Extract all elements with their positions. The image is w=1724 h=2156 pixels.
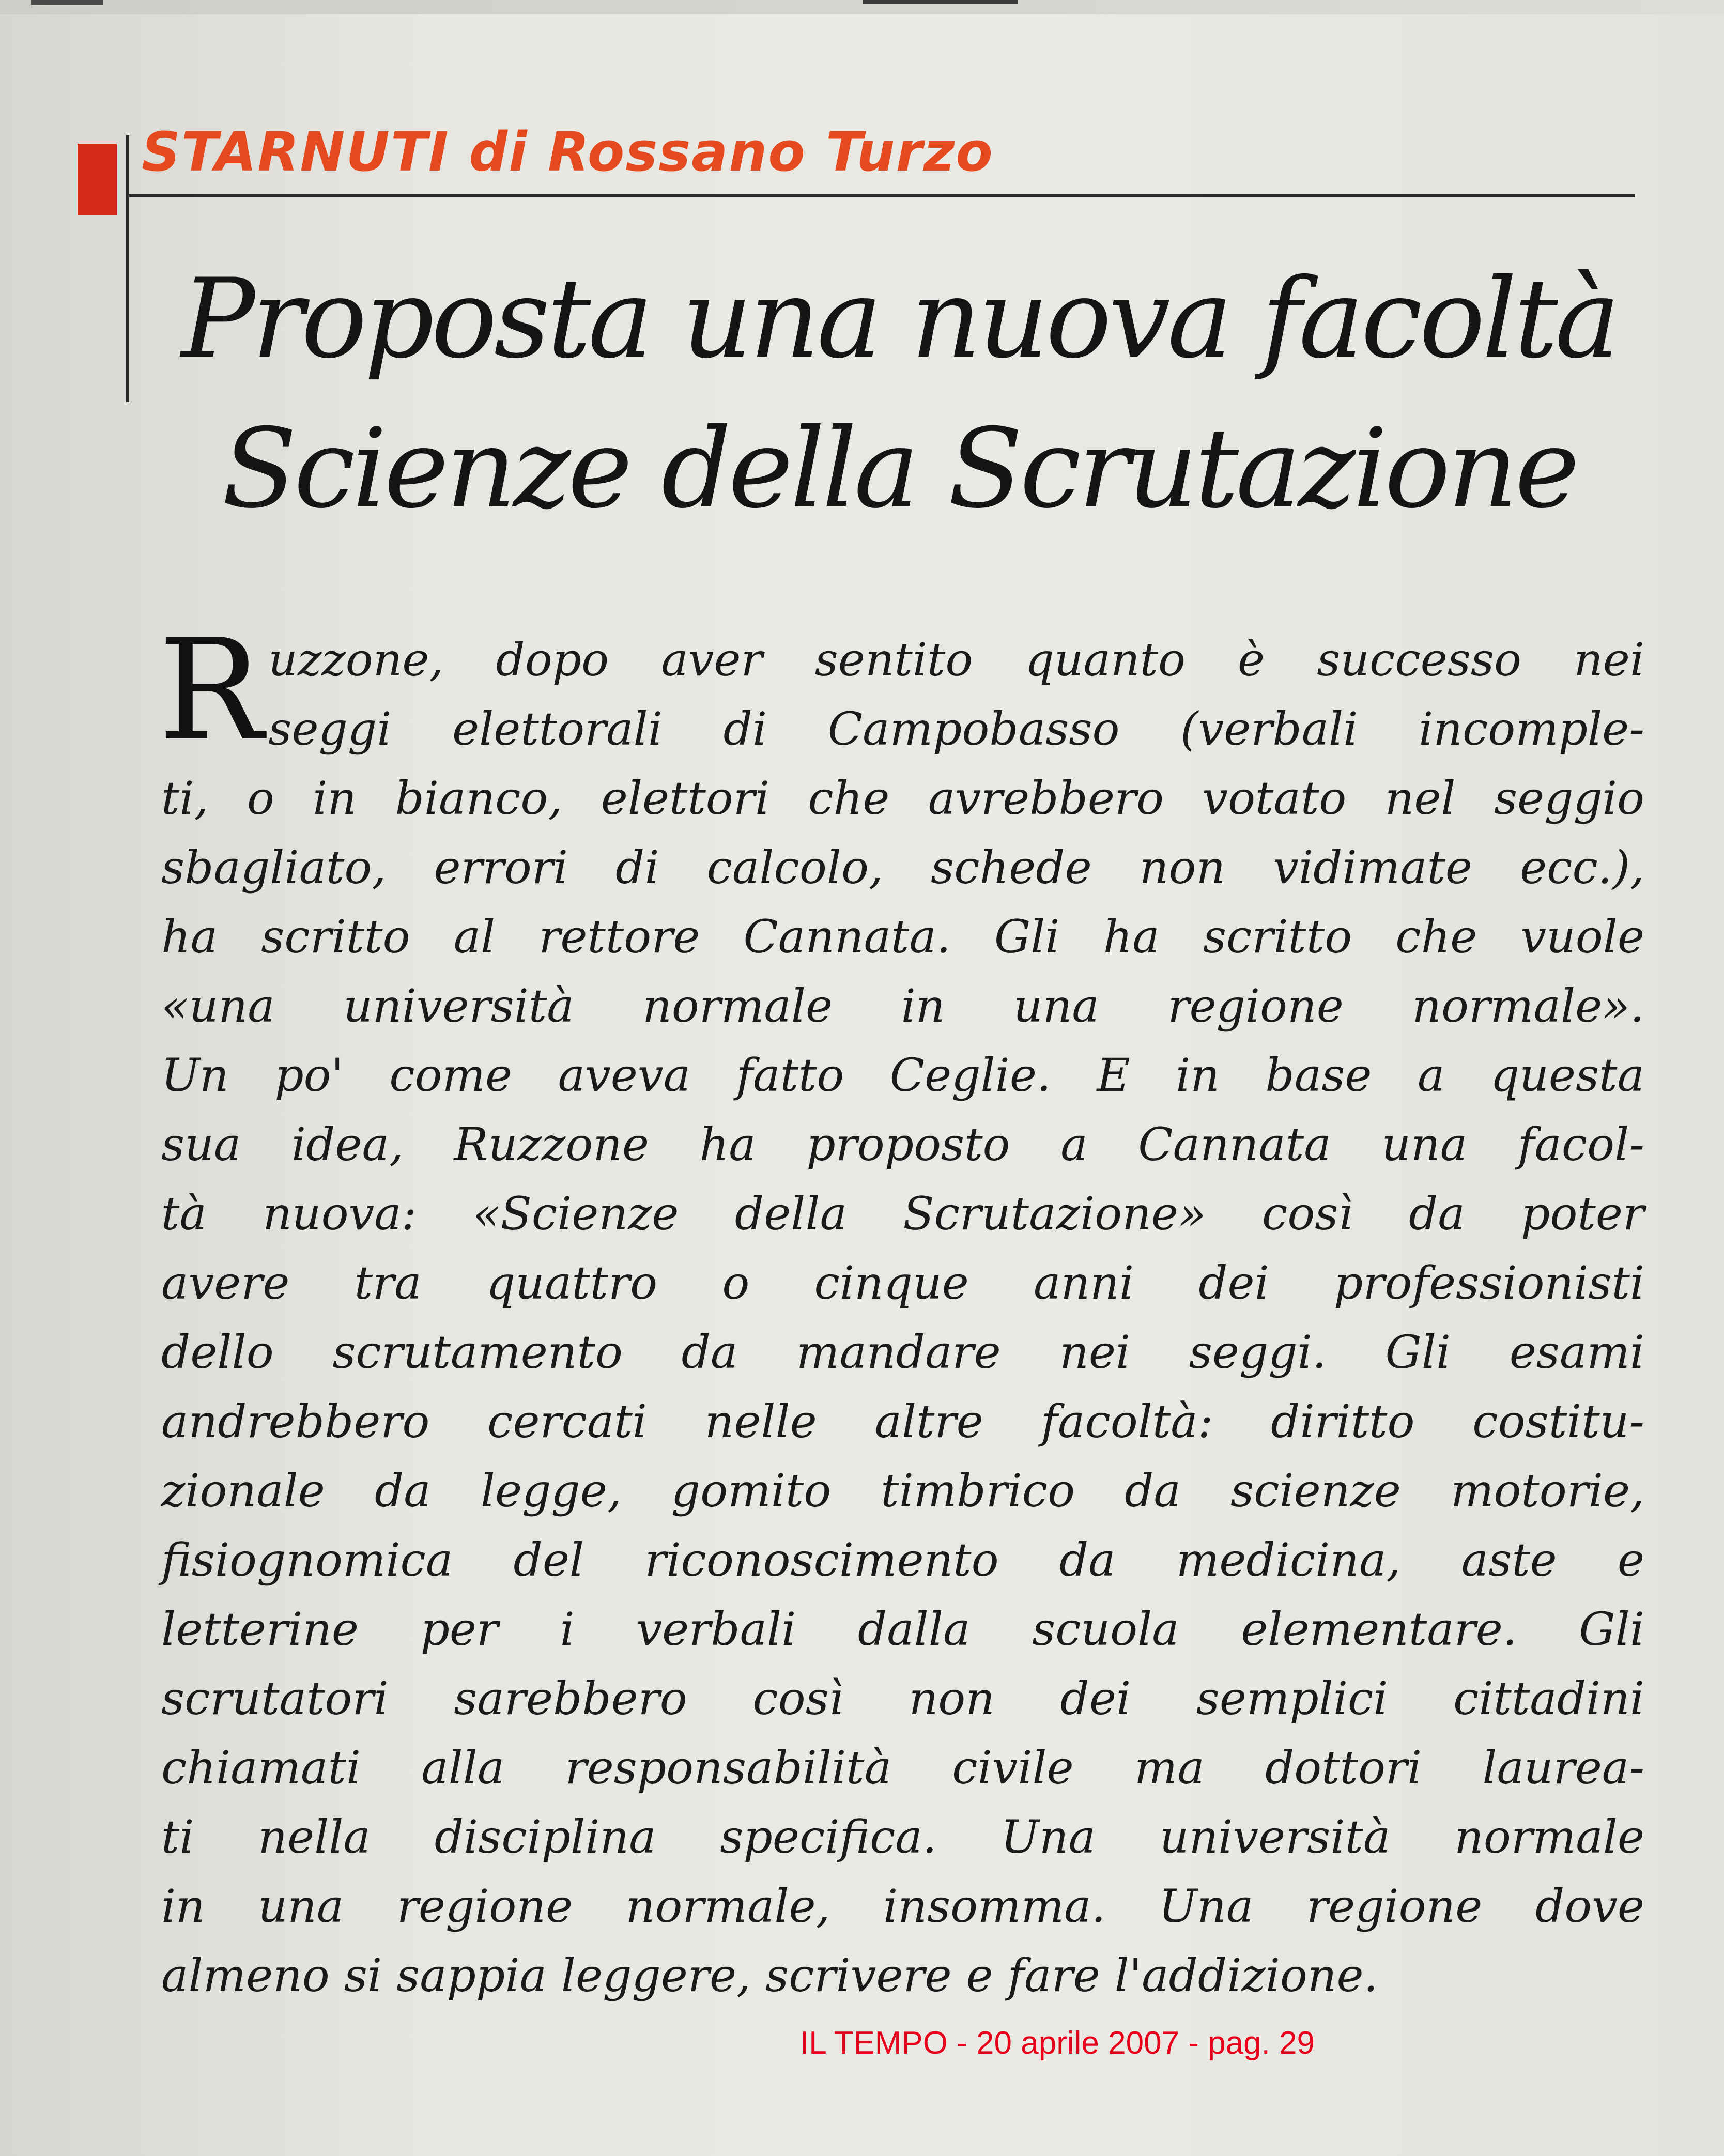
article-line: dello scrutamento da mandare nei seggi. Gli esami xyxy=(161,1326,1644,1379)
section-marker xyxy=(78,144,117,215)
article-line: seggi elettorali di Campobasso (verbali incomple- xyxy=(268,702,1644,756)
article-line: in una regione normale, insomma. Una regione dove xyxy=(161,1880,1644,1933)
article-line: ti, o in bianco, elettori che avrebbero votato nel seggio xyxy=(161,772,1644,825)
article-line: ti nella disciplina specifica. Una università normale xyxy=(161,1810,1644,1864)
previous-page-strip xyxy=(0,0,1724,14)
article-line: «una università normale in una regione normale». xyxy=(161,979,1644,1033)
text-fragment xyxy=(31,0,103,5)
source-citation: IL TEMPO - 20 aprile 2007 - pag. 29 xyxy=(800,2025,1315,2061)
article-line: avere tra quattro o cinque anni dei professionisti xyxy=(161,1256,1644,1310)
headline-line-1: Proposta una nuova facoltà xyxy=(181,255,1618,382)
headline xyxy=(134,244,1664,544)
article-line: scrutatori sarebbero così non dei semplici cittadini xyxy=(161,1672,1644,1725)
drop-cap: R xyxy=(158,609,264,772)
column-kicker: STARNUTI di Rossano Turzo xyxy=(142,120,994,183)
article-body xyxy=(158,609,1644,2010)
article-line: zionale da legge, gomito timbrico da scienze motorie, xyxy=(161,1464,1644,1517)
article-line: ha scritto al rettore Cannata. Gli ha scritto che vuole xyxy=(161,910,1644,963)
article-line: andrebbero cercati nelle altre facoltà: diritto costitu- xyxy=(161,1395,1644,1448)
text-fragment xyxy=(863,0,1018,4)
side-rule xyxy=(126,135,129,402)
kicker-rule xyxy=(126,194,1635,197)
article-line: sbagliato, errori di calcolo, schede non vidimate ecc.), xyxy=(161,841,1644,894)
article-line: almeno si sappia leggere, scrivere e fare l'addizione. xyxy=(161,1949,1378,2002)
article-line: sua idea, Ruzzone ha proposto a Cannata una facol- xyxy=(161,1118,1644,1171)
article-line: uzzone, dopo aver sentito quanto è successo nei xyxy=(268,633,1644,686)
article-line: tà nuova: «Scienze della Scrutazione» così da poter xyxy=(161,1187,1644,1240)
article-line: fisiognomica del riconoscimento da medicina, aste e xyxy=(161,1533,1644,1587)
headline-line-2: Scienze della Scrutazione xyxy=(222,405,1577,532)
article-line: letterine per i verbali dalla scuola elementare. Gli xyxy=(161,1603,1644,1656)
article-line: Un po' come aveva fatto Ceglie. E in base a questa xyxy=(161,1049,1644,1102)
article-line: chiamati alla responsabilità civile ma dottori laurea- xyxy=(161,1741,1644,1794)
